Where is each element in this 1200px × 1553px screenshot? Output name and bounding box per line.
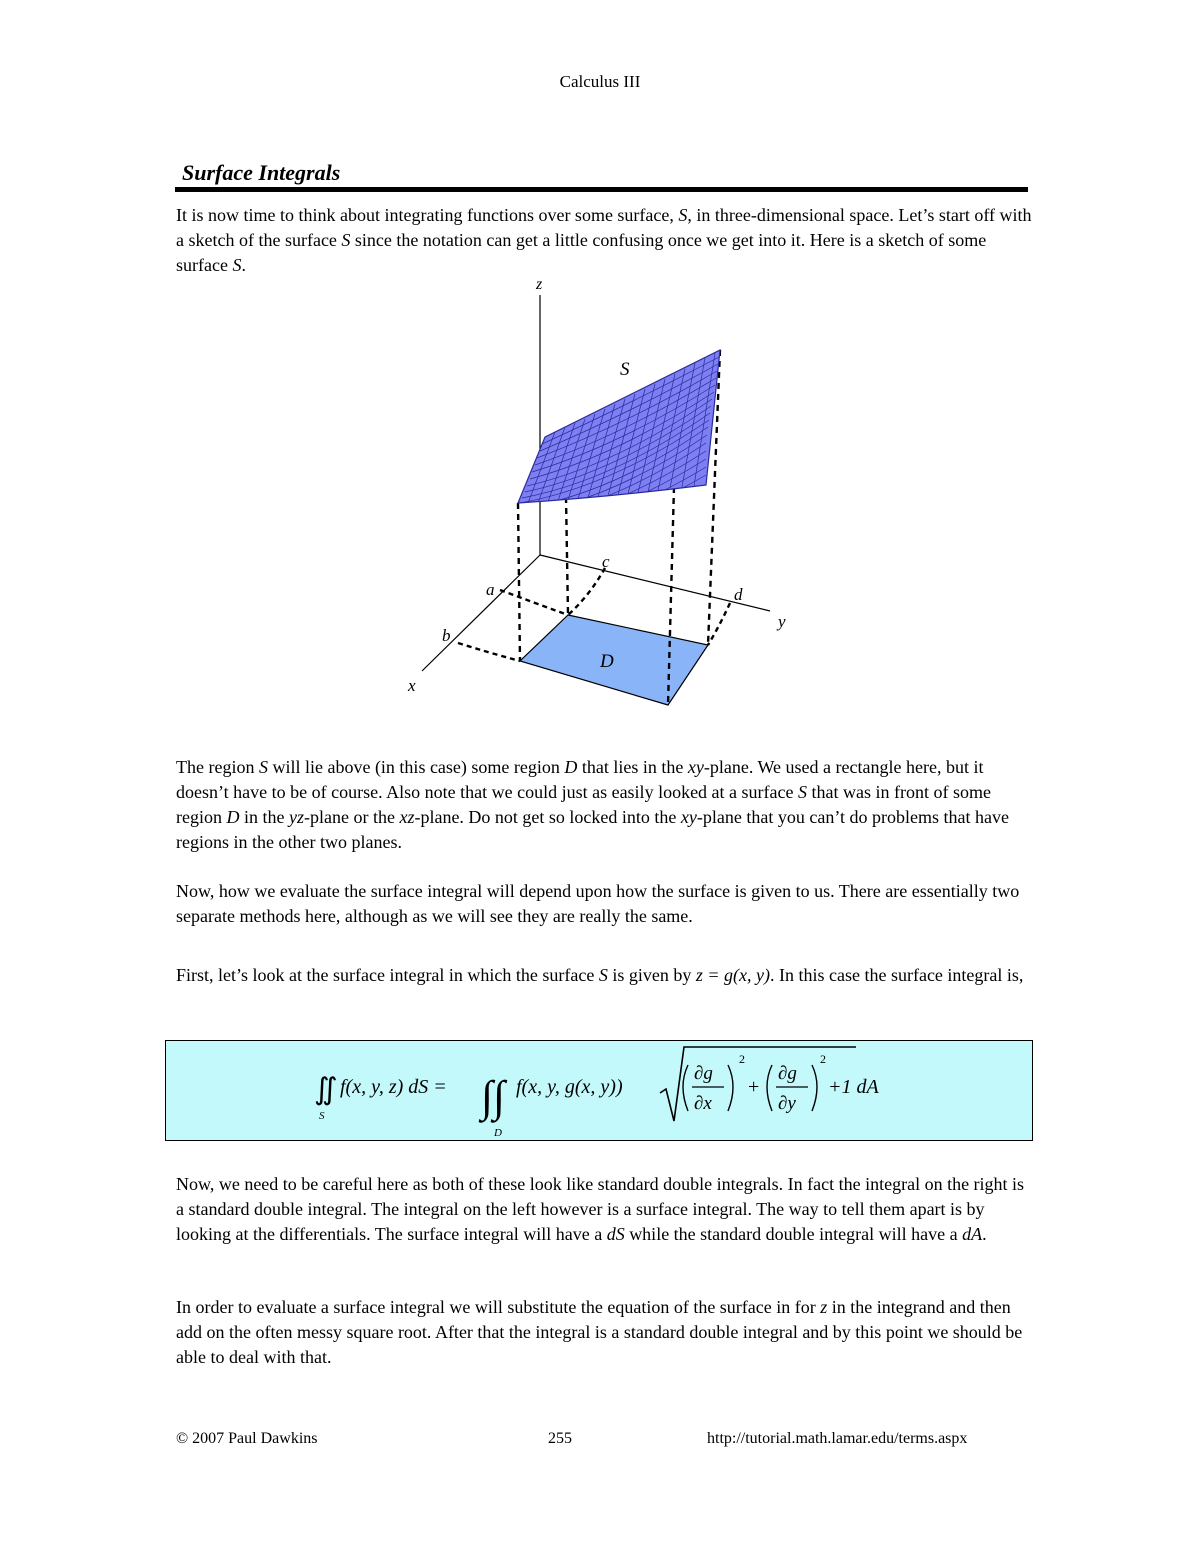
- region-paragraph: The region S will lie above (in this case) some region D that lies in the xy-plane. We used a rectangle here, but it doesn’t have to be of course. Also note that we could just as easily looked at a surface S that was in front of some region D in the yz-plane or the xz-plane. Do not get so locked into the xy-plane that you can’t do problems that have regions in the other two planes.: [176, 757, 1009, 852]
- dashed-b-curve: [458, 643, 520, 661]
- running-header: Calculus III: [559, 72, 641, 91]
- label-y: y: [778, 612, 786, 631]
- rhs-tail: +1 dA: [828, 1076, 879, 1098]
- svg-text:+: +: [748, 1076, 760, 1098]
- surface-integral-formula: [166, 1041, 1032, 1140]
- dashed-d-curve: [708, 603, 730, 645]
- dashed-vertical-1: [518, 503, 520, 661]
- region-d: [520, 615, 708, 705]
- inline-equation: z = g(x, y): [695, 965, 770, 985]
- surface-figure: [390, 275, 810, 715]
- frac1-den: ∂x: [694, 1093, 712, 1114]
- label-z: z: [536, 276, 543, 293]
- surface-integral-formula-box: [165, 1040, 1033, 1141]
- title-rule: [175, 187, 1028, 192]
- footer-copyright: © 2007 Paul Dawkins: [176, 1430, 318, 1447]
- label-x: x: [408, 676, 416, 695]
- dashed-a-curve: [500, 590, 568, 615]
- methods-paragraph: Now, how we evaluate the surface integral will depend upon how the surface is given to us. There are essentially two separate methods here, although as we will see they are really the same.: [176, 881, 1020, 926]
- order-paragraph: In order to evaluate a surface integral we will substitute the equation of the surface in for z in the integrand and then add on the often messy square root. After that the integral is a standard double integral and by this point we should be able to deal with that.: [176, 1297, 1023, 1367]
- svg-text:2: 2: [820, 1052, 826, 1066]
- frac1-num: ∂g: [694, 1063, 713, 1084]
- intro-paragraph: It is now time to think about integrating functions over some surface, S, in three-dimensional space. Let’s start off with a sketch of the surface S since the notation can get a little confusing once we get into it. Here is a sketch of some surface S.: [176, 205, 1032, 275]
- frac2-num: ∂g: [778, 1063, 797, 1084]
- careful-paragraph: Now, we need to be careful here as both of these look like standard double integrals. In fact the integral on the right is a standard double integral. The integral on the left however is a surface integral. The way to tell them apart is by looking at the differentials. The surface integral will have a dS while the standard double integral will have a dA.: [176, 1174, 1025, 1244]
- dashed-c-curve: [568, 568, 605, 615]
- rhs-integrand: f(x, y, g(x, y)): [516, 1076, 623, 1098]
- lhs-subscript: S: [319, 1110, 325, 1122]
- label-a: a: [486, 580, 495, 599]
- label-c: c: [602, 552, 610, 571]
- frac2-den: ∂y: [778, 1093, 796, 1114]
- footer-url[interactable]: http://tutorial.math.lamar.edu/terms.aspx: [707, 1430, 968, 1447]
- first-paragraph: First, let’s look at the surface integral in which the surface S is given by z = g(x, y). In this case the surface integral is,: [176, 965, 1024, 985]
- svg-text:∬: ∬: [314, 1073, 338, 1106]
- label-d: d: [734, 585, 743, 604]
- footer-page-number: 255: [548, 1430, 572, 1447]
- lhs-integrand: f(x, y, z) dS =: [340, 1076, 447, 1098]
- section-title: Surface Integrals: [182, 160, 341, 185]
- rhs-subscript: D: [494, 1127, 502, 1139]
- dashed-vertical-2: [566, 497, 568, 615]
- label-b: b: [442, 626, 451, 645]
- label-d-region: D: [600, 651, 614, 672]
- svg-text:2: 2: [739, 1052, 745, 1066]
- label-s: S: [620, 359, 630, 380]
- svg-text:∫∫: ∫∫: [481, 1072, 506, 1121]
- x-axis: [422, 555, 540, 671]
